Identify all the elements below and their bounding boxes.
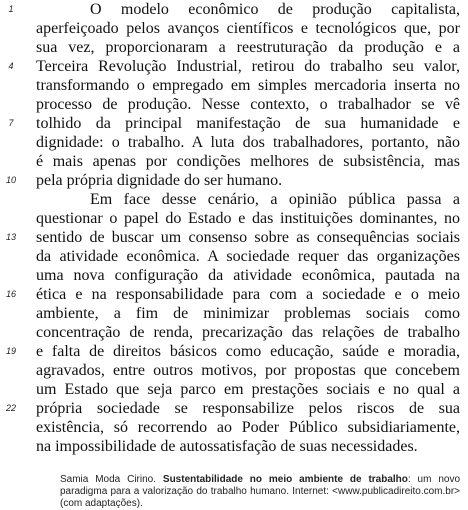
citation-author: Samia Moda Cirino. bbox=[60, 474, 157, 485]
text-line: O modelo econômico de produção capitalista, bbox=[90, 1, 460, 18]
line-number: 13 bbox=[5, 232, 16, 242]
text-line: sentido de buscar um consenso sobre as consequências sociais bbox=[36, 229, 460, 246]
text-line: transformando o empregado em simples mercadoria inserta no bbox=[36, 77, 460, 94]
line-number: 19 bbox=[5, 346, 16, 356]
text-line: própria sociedade se responsabilize pelos riscos de sua bbox=[36, 400, 460, 417]
line-number: 22 bbox=[5, 403, 16, 413]
text-line: processo de produção. Nesse contexto, o trabalhador se vê bbox=[36, 96, 460, 113]
line-number: 1 bbox=[8, 4, 14, 14]
text-line: questionar o papel do Estado e das instituições dominantes, no bbox=[36, 210, 460, 227]
text-line: um Estado que seja parco em prestações sociais e no qual a bbox=[36, 381, 460, 398]
text-line: aperfeiçoado pelos avanços científicos e tecnológicos que, por bbox=[36, 20, 460, 37]
line-number: 16 bbox=[5, 289, 16, 299]
text-line: Terceira Revolução Industrial, retirou do trabalho seu valor, bbox=[36, 58, 460, 75]
citation-details: : um novo paradigma para a valorização do trabalho humano. Internet: <www.publicadireito.com.br> (com adaptações). bbox=[60, 474, 461, 509]
citation-title: Sustentabilidade no meio ambiente de trabalho bbox=[162, 474, 408, 485]
line-number: 7 bbox=[8, 118, 14, 128]
source-citation bbox=[60, 474, 460, 510]
text-line: Em face desse cenário, a opinião pública passa a bbox=[90, 191, 460, 208]
text-line: sua vez, proporcionaram a reestruturação da produção e a bbox=[36, 39, 460, 56]
text-line: ética e na responsabilidade para com a sociedade e o meio bbox=[36, 286, 460, 303]
text-line: existência, só recorrendo ao Poder Público subsidiariamente, bbox=[36, 419, 460, 436]
text-line: e falta de direitos básicos como educação, saúde e moradia, bbox=[36, 343, 460, 360]
text-line: pela própria dignidade do ser humano. bbox=[36, 172, 283, 189]
text-line: uma nova configuração da atividade econômica, pautada na bbox=[36, 267, 460, 284]
text-line: na impossibilidade de autossatisfação de suas necessidades. bbox=[36, 438, 418, 455]
text-line: concentração de renda, precarização das relações de trabalho bbox=[36, 324, 460, 341]
text-line: dignidade: o trabalho. A luta dos trabalhadores, portanto, não bbox=[36, 134, 460, 151]
text-line: é mais apenas por condições melhores de subsistência, mas bbox=[36, 153, 460, 170]
text-line: agravados, entre outros motivos, por propostas que concebem bbox=[36, 362, 460, 379]
text-line: da atividade econômica. A sociedade requer das organizações bbox=[36, 248, 460, 265]
text-line: ambiente, a fim de minimizar problemas sociais como bbox=[36, 305, 460, 322]
text-line: tolhido da principal manifestação de sua humanidade e bbox=[36, 115, 460, 132]
line-number: 4 bbox=[8, 61, 14, 71]
line-number: 10 bbox=[5, 175, 16, 185]
